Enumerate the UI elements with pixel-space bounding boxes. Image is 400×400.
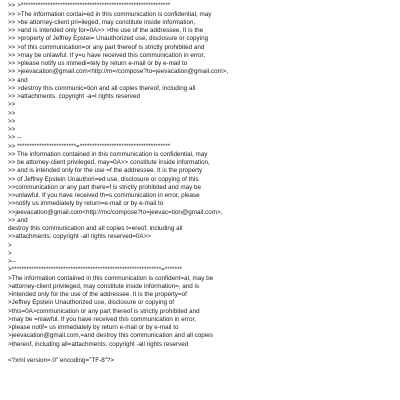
text-line: >> >be attorney-client pri=ileged, may constitute inside information, (8, 18, 196, 26)
text-line: >thereof, including all=attachments. copyright -all rights reserved (8, 340, 189, 348)
text-line: >> >attachments. copyright -a=l rights reserved (8, 93, 140, 100)
text-line: >please notif= us immediately by return e-mail or by e-mail to (8, 324, 179, 331)
text-line: >>jeevacation@gmail.com<http://mc/compose?to=jeevac=tion@gmail.com>, (8, 208, 223, 216)
text-line: >Jeffrey Epstein Unauthorized use, disclosure or copying of (8, 299, 174, 307)
text-line: >> of Jeffrey Epstein Unauthori=ed use, disclosure or copying of this (8, 175, 199, 183)
text-line: >> >************************************************************* (8, 2, 171, 10)
text-line: >-- (8, 258, 16, 265)
text-line: >> >may be unlawful. If y=u have received this communication in error, (8, 51, 206, 59)
text-line: >>communication or any part there=f is strictly prohibited and may be (8, 183, 202, 191)
text-line: >intended only for the use of the addressee. It is the property=of (8, 291, 187, 298)
text-line: >> >jeevacation@gmail.com<http://m=/compose?to=jeevacation@gmail.com>, (8, 68, 229, 76)
text-line: >> ************************=************************************* (8, 142, 171, 150)
text-line: >> >destroy this communic=tion and all copies thereof, including all (8, 84, 196, 92)
text-line: >> -- (8, 134, 22, 142)
text-line: >>notify us immediately by return=e-mail or by e-mail to (8, 200, 164, 208)
text-line: >> and is intended only for the use =f the addressee. It is the property (8, 167, 203, 175)
text-line: >> and (8, 76, 28, 84)
text-line: > (8, 249, 12, 257)
text-line: >> be attorney-client privileged, may=0A>> constitute inside information, (8, 159, 210, 166)
text-line: >> (8, 109, 16, 117)
text-line: >> >of this communication=or any part thereof is strictly prohibited and (8, 43, 205, 51)
text-line: >The information contained in this communication is confident=al, may be (8, 274, 214, 282)
text-line (8, 349, 396, 357)
text-line: >>unlawful. If you have received th=s communication in error, please (8, 192, 200, 199)
text-line: >> >please notify us immedi=tely by return e-mail or by e-mail to (8, 60, 188, 67)
text-line: >> The information contained in this communication is confidential, may (8, 150, 208, 158)
text-line: >may be =nlawful. If you have received this communication in error, (8, 315, 196, 323)
text-line: >this=0A>communication or any part thereof is strictly prohibited and (8, 307, 200, 315)
text-line: >attorney-client privileged, may constitute inside information=, and is (8, 282, 200, 290)
email-document (8, 0, 396, 365)
text-line: >> (8, 126, 16, 133)
text-line: >> (8, 101, 16, 109)
text-line: >> (8, 117, 16, 125)
text-line: >>attachments. copyright -all rights reserved=0A>> (8, 233, 151, 241)
text-line: >> and (8, 216, 28, 224)
text-line: >jeevacation@gmail.com,=and destroy this communication and all copies (8, 332, 213, 340)
text-line: >> >property of Jeffrey Epstei= Unauthorized use, disclosure or copying (8, 35, 209, 43)
text-line: > (8, 241, 12, 249)
text-line: destroy this communication and all copies t=ereof, including all (8, 225, 183, 232)
text-line: >> >The information contai=ed in this communication is confidential, may (8, 10, 212, 18)
text-line: >> >and is intended only for=0A>> >the use of the addressee. It is the (8, 27, 204, 34)
text-line: <?xml version=.0" encoding="TF-8"?> (8, 357, 115, 364)
text-line: >*************************************************************=******* (8, 266, 182, 274)
